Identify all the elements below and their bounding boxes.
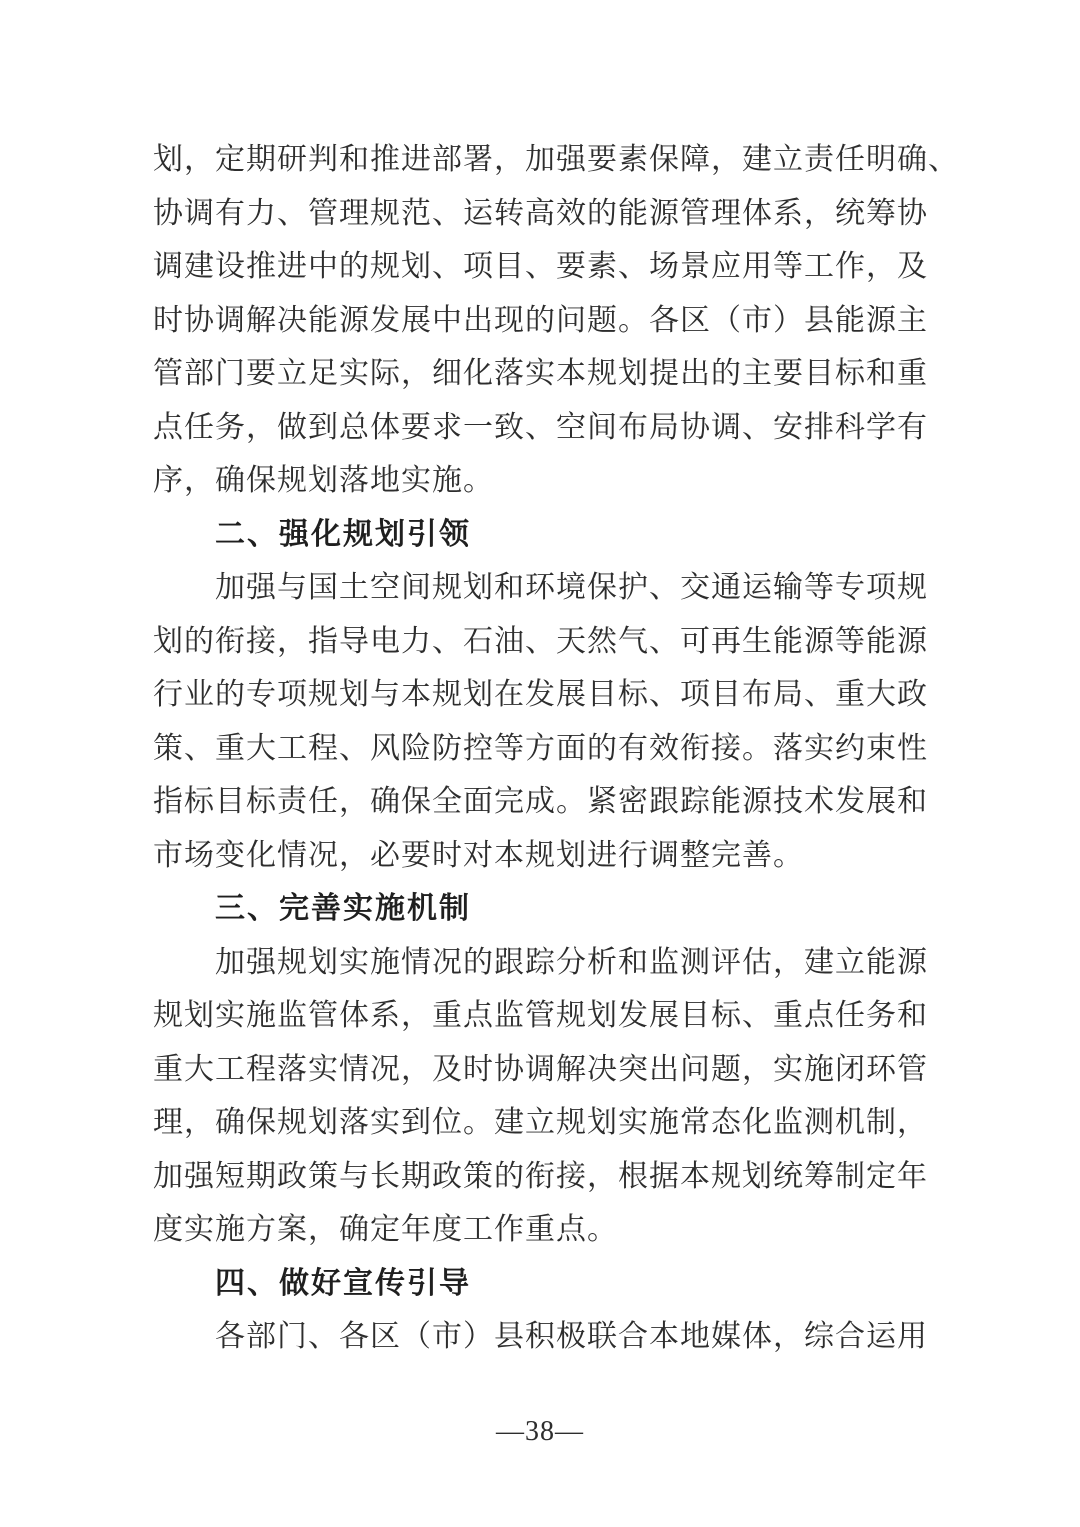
text-line: 划的衔接，指导电力、石油、天然气、可再生能源等能源 xyxy=(153,624,928,658)
text-line: 点任务，做到总体要求一致、空间布局协调、安排科学有 xyxy=(153,410,928,444)
text-line: 时协调解决能源发展中出现的问题。各区（市）县能源主 xyxy=(153,303,928,337)
paragraph-2 xyxy=(153,561,933,882)
text-line: 加强与国土空间规划和环境保护、交通运输等专项规 xyxy=(215,571,928,604)
text-line: 加强规划实施情况的跟踪分析和监测评估，建立能源 xyxy=(215,945,928,979)
text-line: 管部门要立足实际，细化落实本规划提出的主要目标和重 xyxy=(153,357,928,390)
text-line: 协调有力、管理规范、运转高效的能源管理体系，统筹协 xyxy=(153,196,928,230)
section-heading-4: 四、做好宣传引导 xyxy=(215,1266,471,1300)
text-line: 序，确保规划落地实施。 xyxy=(153,464,494,497)
text-line: 策、重大工程、风险防控等方面的有效衔接。落实约束性 xyxy=(153,731,928,765)
text-line: 市场变化情况，必要时对本规划进行调整完善。 xyxy=(153,838,804,872)
text-line: 划，定期研判和推进部署，加强要素保障，建立责任明确、 xyxy=(153,143,959,176)
text-line: 理，确保规划落实到位。建立规划实施常态化监测机制， xyxy=(153,1106,928,1139)
section-heading-2: 二、强化规划引领 xyxy=(215,517,471,551)
text-line: 调建设推进中的规划、项目、要素、场景应用等工作，及 xyxy=(153,250,928,283)
text-line: 度实施方案，确定年度工作重点。 xyxy=(153,1213,618,1246)
paragraph-4 xyxy=(153,1310,933,1364)
paragraph-1 xyxy=(153,133,959,508)
text-line: 行业的专项规划与本规划在发展目标、项目布局、重大政 xyxy=(153,678,928,711)
text-line: 规划实施监管体系，重点监管规划发展目标、重点任务和 xyxy=(153,999,928,1032)
text-line: 各部门、各区（市）县积极联合本地媒体，综合运用 xyxy=(215,1320,928,1353)
paragraph-3 xyxy=(153,936,933,1257)
text-block xyxy=(153,133,959,1364)
text-line: 指标目标责任，确保全面完成。紧密跟踪能源技术发展和 xyxy=(153,785,928,818)
section-heading-3: 三、完善实施机制 xyxy=(215,892,471,925)
page-number: —38— xyxy=(496,1416,584,1447)
text-line: 加强短期政策与长期政策的衔接，根据本规划统筹制定年 xyxy=(153,1159,928,1193)
text-line: 重大工程落实情况，及时协调解决突出问题，实施闭环管 xyxy=(153,1052,928,1086)
